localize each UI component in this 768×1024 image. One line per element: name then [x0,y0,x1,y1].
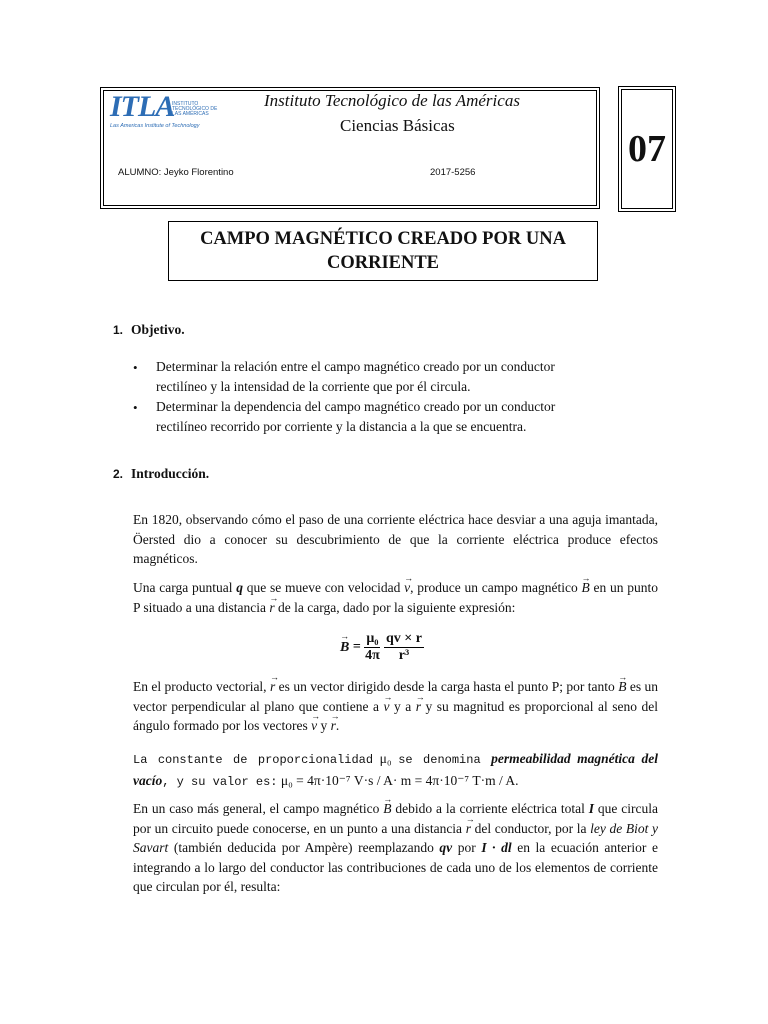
bullet-icon: • [133,400,138,415]
symbol-r: → r [269,598,274,618]
text: y su magnitud es proporcional al seno del ángulo formado por los vectores [133,698,658,733]
title-line-2: CORRIENTE [326,253,440,273]
objective-line: Determinar la dependencia del campo magnético creado por un conductor [156,399,556,414]
symbol-r: → r [416,697,421,717]
text: y [317,718,331,733]
section-number: 2. [113,467,124,481]
text: . [335,718,340,733]
term-biot-savart: ley de Biot y Savart [133,820,659,855]
practice-number: 07 [618,86,676,212]
symbol-v: → v [311,716,317,736]
symbol-B: → B [383,799,391,819]
denominator: r³ [398,648,410,663]
text: La constante de proporcionalidad [133,753,374,767]
symbol-mu0: μ₀ [373,751,399,766]
text: en un punto P situado a una distancia [133,580,658,615]
section-title: Introducción. [131,466,210,481]
intro-paragraph-1: En 1820, observando cómo el paso de una corriente eléctrica hace desviar a una aguja imantada, Öersted dio a conocer su descubrimiento de que la corriente eléctrica produce efectos magnéticos. [133,512,658,566]
area-name: Ciencias Básicas [340,116,455,135]
document-title [168,221,598,281]
formula-B: → B [340,640,349,656]
fraction-mu [364,631,380,664]
text: que circula por un circuito puede conocerse, en un punto a una distancia [133,801,658,836]
symbol-qv: qv [439,840,453,855]
objective-line: rectilíneo recorrido por corriente y la distancia a la que se encuentra. [156,418,527,434]
symbol-r: → r [466,819,471,839]
text: En el producto vectorial, [133,679,270,694]
objective-item [156,397,658,436]
text: y a [389,698,416,714]
intro-paragraph-5 [133,799,658,897]
objective-line: Determinar la relación entre el campo magnético creado por un conductor [156,359,555,374]
student-name: ALUMNO: Jeyko Florentino [118,167,234,178]
student-id: 2017-5256 [430,167,476,178]
text: por [452,840,482,855]
text: En un caso más general, el campo magnético [133,801,384,816]
text: se denomina [398,753,492,767]
term-permeabilidad: permeabilidad magnética del vacío [133,751,659,788]
logo-wordmark: ITLA [110,90,175,123]
itla-logo [110,92,220,134]
symbol-v: → v [383,697,389,717]
text: Una carga puntual [133,580,237,595]
title-line-1: CAMPO MAGNÉTICO CREADO POR UNA [200,229,566,249]
symbol-r: → r [270,677,275,697]
section-introduccion [113,466,209,482]
text: (también deducida por Ampère) reemplazando [168,840,440,855]
symbol-Idl: I · dl [481,840,512,855]
denominator: 4π [365,648,380,663]
text: es un vector dirigido desde la carga hasta el punto P; por tanto [275,679,619,694]
intro-paragraph-2 [133,578,658,617]
text: es un vector perpendicular al plano que contiene a [133,679,659,714]
symbol-v: → v [404,578,410,598]
fraction-qv [384,631,424,664]
intro-paragraph-3 [133,677,658,736]
numerator: μ₀ [366,631,379,646]
objective-line: rectilíneo y la intensidad de la corriente que por él circula. [156,378,471,394]
text: en la ecuación anterior e integrando a lo largo del conductor las contribuciones de cada uno de los elementos de corriente que circulan por él, resulta: [133,840,658,894]
symbol-q: q [236,580,243,595]
text: debido a la corriente eléctrica total [391,801,589,816]
bullet-icon: • [133,360,138,375]
biot-savart-point-formula [340,631,424,664]
symbol-B: → B [582,578,590,598]
logo-tagline: Las Americas Institute of Technology [110,123,200,129]
symbol-B: → B [618,677,626,697]
text: del conductor, por la [470,820,591,836]
intro-paragraph-4 [133,749,658,792]
text: , y su valor es: [162,774,278,789]
section-title: Objetivo. [131,322,185,337]
logo-subtitle: INSTITUTO TECNOLÓGICO DE LAS AMÉRICAS [172,101,218,117]
text: , produce un campo magnético [410,580,582,595]
mu0-value: μ₀ = 4π·10⁻⁷ V·s / A· m = 4π·10⁻⁷ T·m / A. [277,772,519,788]
symbol-r: → r [331,716,336,736]
formula-equals: = [352,639,361,655]
objective-item [156,357,658,396]
numerator: qv × r [385,631,422,646]
section-number: 1. [113,323,124,337]
section-objetivo [113,322,185,338]
institution-name: Instituto Tecnológico de las Américas [264,91,520,110]
text: que se mueve con velocidad [242,580,405,595]
symbol-I: I [588,801,595,816]
text: de la carga, dado por la siguiente expresión: [274,599,516,615]
